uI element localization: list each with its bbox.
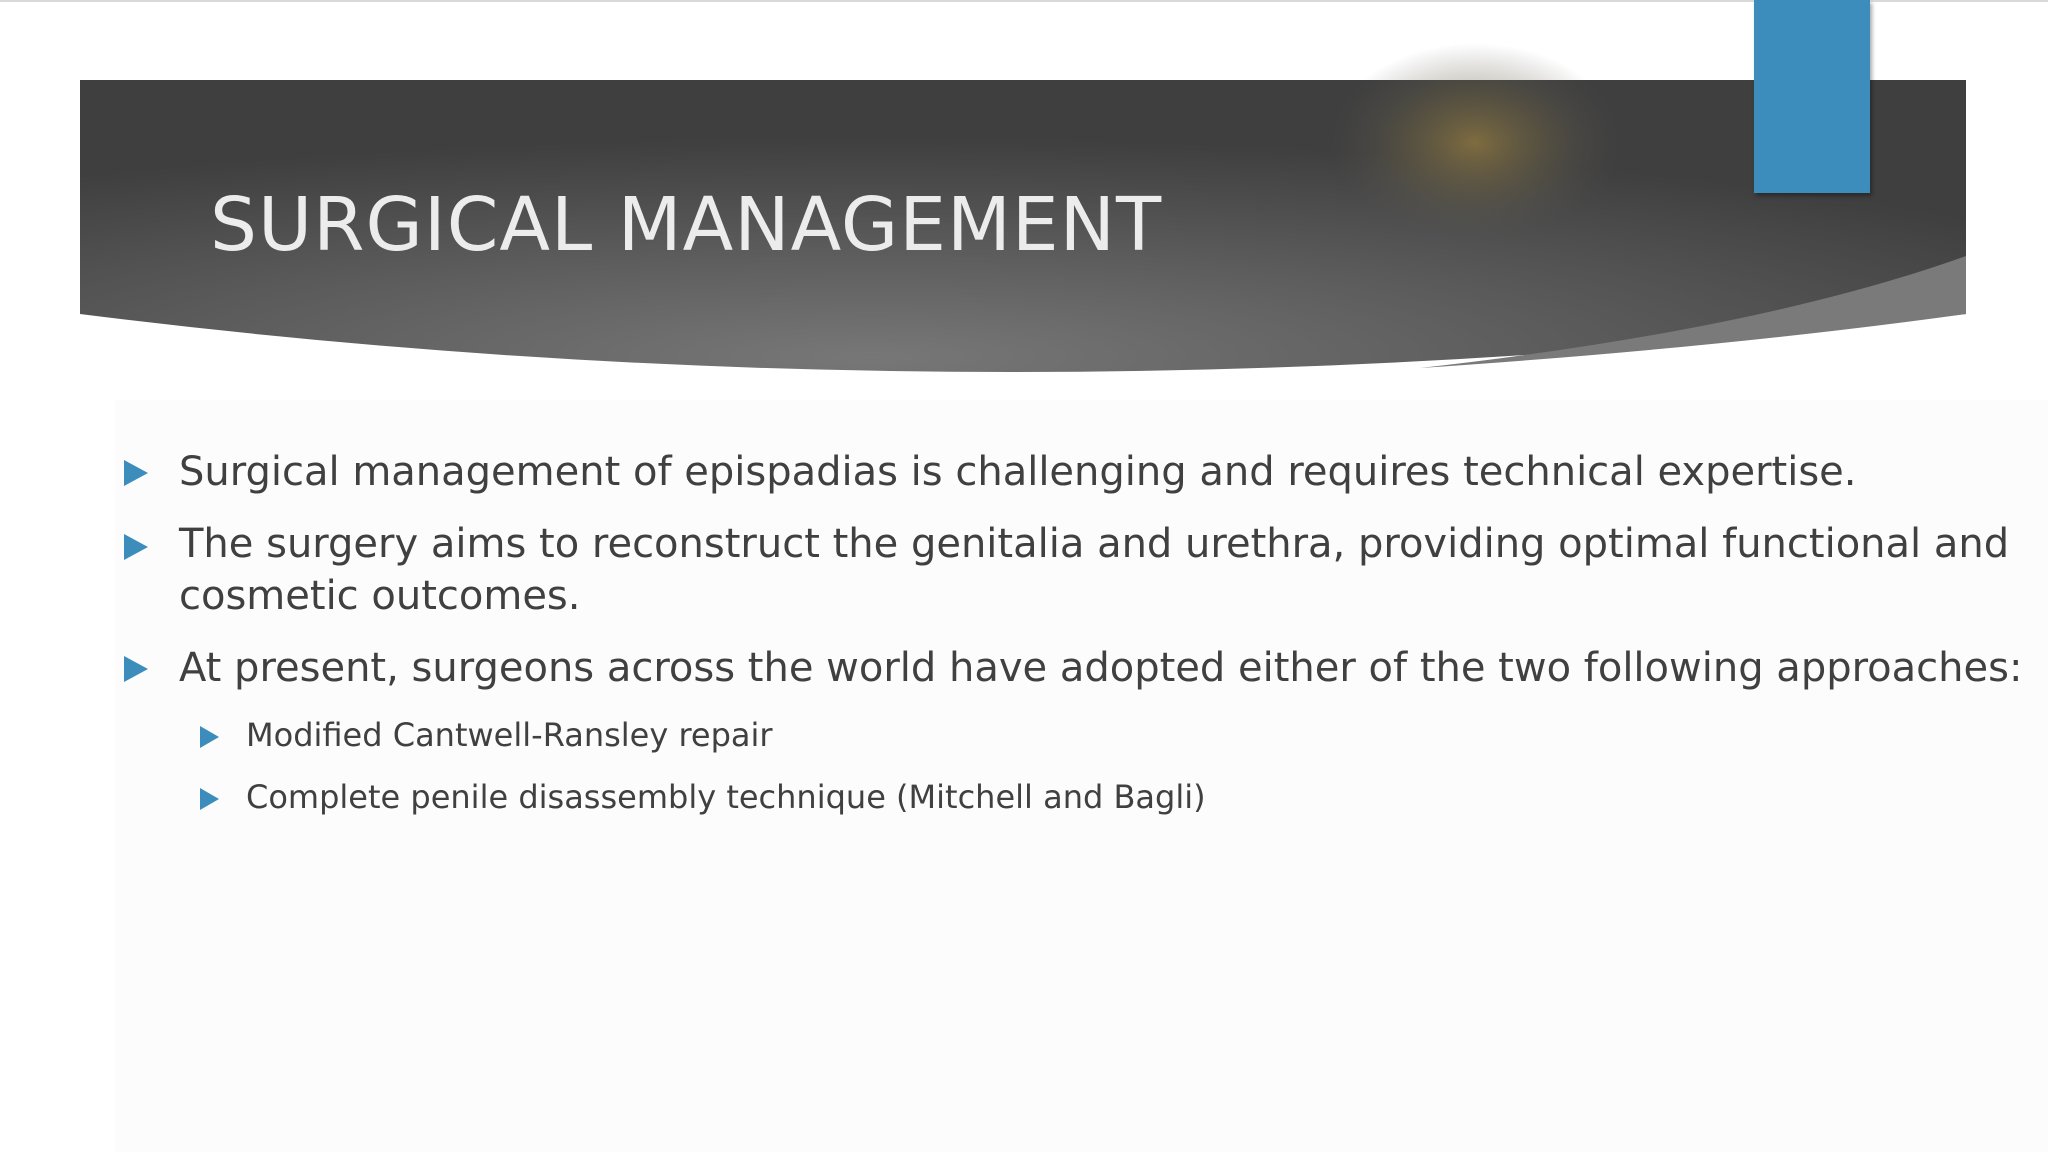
triangle-right-icon — [124, 534, 148, 560]
bullet-text-line1: The surgery aims to reconstruct the genitalia and urethra, providing optimal functional and — [179, 521, 2010, 567]
accent-bookmark — [1754, 0, 1870, 193]
sub-bullet-text: Complete penile disassembly technique (Mitchell and Bagli) — [246, 778, 1206, 816]
triangle-right-icon — [200, 788, 219, 810]
sub-bullet-text: Modified Cantwell-Ransley repair — [246, 716, 773, 754]
bullet-text-line2: cosmetic outcomes. — [179, 573, 581, 619]
triangle-right-icon — [200, 726, 219, 748]
bullet-text: Surgical management of epispadias is challenging and requires technical expertise. — [179, 449, 1857, 495]
bullet-text: At present, surgeons across the world have adopted either of the two following approaches: — [179, 645, 2023, 691]
banner-glow — [1330, 43, 1620, 243]
triangle-right-icon — [124, 656, 148, 682]
triangle-right-icon — [124, 460, 148, 486]
slide-title: SURGICAL MANAGEMENT — [210, 182, 1163, 268]
